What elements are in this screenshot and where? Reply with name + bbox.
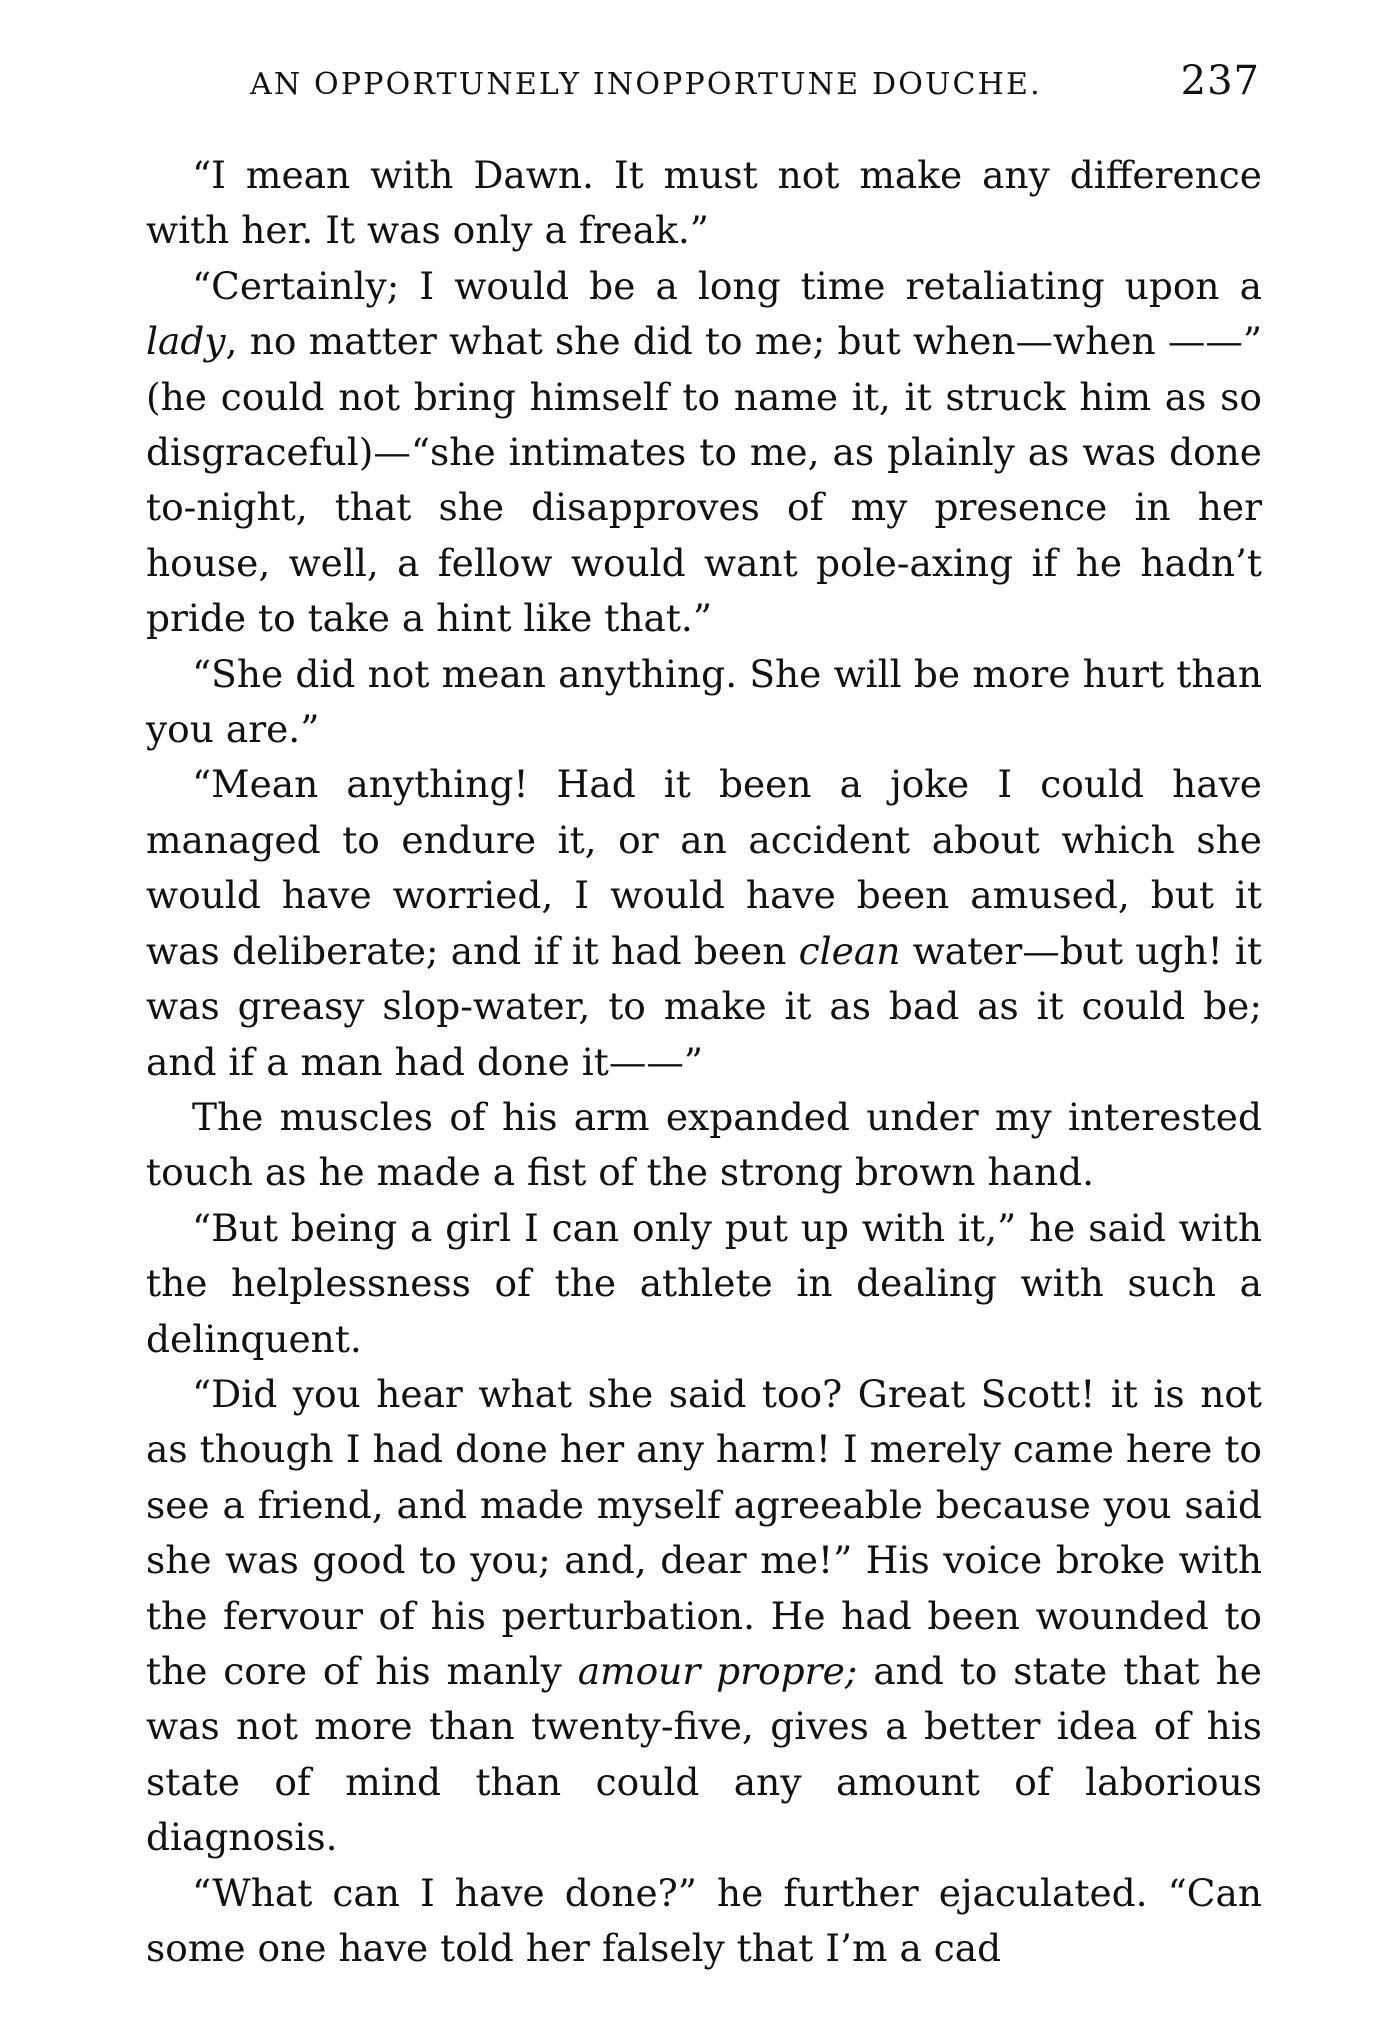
- paragraph-2-italic: lady: [146, 319, 226, 364]
- paragraph-3: “She did not mean anything. She will be more hurt than you are.”: [146, 651, 1262, 752]
- paragraph-4-text-a: “Mean anything! Had it been a joke I could have managed to endure it, or an accident about which she would have worried, I would have been amused, but it was deliberate; and if it had been: [146, 762, 1262, 973]
- paragraph-4: [146, 757, 1262, 1089]
- running-head: [250, 58, 1260, 118]
- body-text: [146, 148, 1262, 1976]
- paragraph-2: [146, 259, 1262, 647]
- paragraph-7: [146, 1367, 1262, 1866]
- paragraph-5: The muscles of his arm expanded under my interested touch as he made a fist of the strong brown hand.: [146, 1094, 1262, 1195]
- paragraph-7-text-b: and to state that he was not more than twenty-five, gives a better idea of his state of mind than could any amount of laborious diagnosis.: [146, 1648, 1262, 1860]
- paragraph-6: “But being a girl I can only put up with it,” he said with the helplessness of the athlete in dealing with such a delinquent.: [146, 1205, 1262, 1361]
- paragraph-7-italic: amour propre;: [577, 1648, 858, 1693]
- paragraph-1: “I mean with Dawn. It must not make any difference with her. It was only a freak.”: [146, 153, 1262, 253]
- paragraph-8: “What can I have done?” he further ejaculated. “Can some one have told her falsely that I’m a cad: [146, 1870, 1262, 1970]
- paragraph-4-text-b: water—but ugh! it was greasy slop-water, to make it as bad as it could be; and if a man had done it——”: [146, 928, 1262, 1084]
- running-title: AN OPPORTUNELY INOPPORTUNE DOUCHE.: [250, 67, 1042, 102]
- paragraph-7-text-a: “Did you hear what she said too? Great Scott! it is not as though I had done her any harm! I merely came here to see a friend, and made myself agreeable because you said she was good to you; and, dear me!” His voice broke with the fervour of his perturbation. He had been wounded to the core of his manly: [146, 1371, 1262, 1693]
- paragraph-2-text-b: , no matter what she did to me; but when—when ——” (he could not bring himself to name it, it struck him as so disgraceful)—“she intimates to me, as plainly as was done to-night, that she disapproves of my presence in her house, well, a fellow would want pole-axing if he hadn’t pride to take a hint like that.”: [146, 319, 1262, 641]
- paragraph-4-italic: clean: [798, 928, 901, 973]
- paragraph-2-text-a: “Certainly; I would be a long time retaliating upon a: [192, 263, 1262, 308]
- page-number: 237: [1180, 58, 1260, 104]
